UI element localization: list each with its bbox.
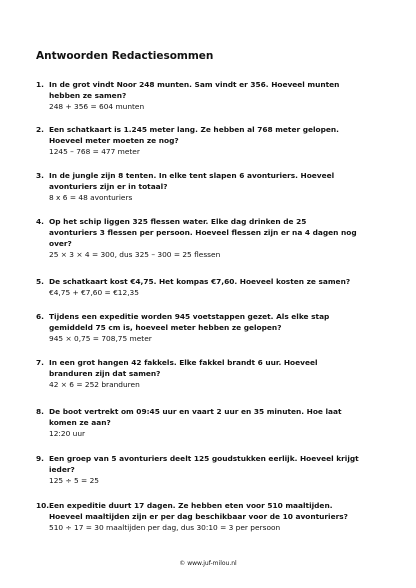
question-number: 6. (36, 312, 44, 321)
question-text: In de grot vindt Noor 248 munten. Sam vindt er 356. Hoeveel munten hebben ze samen? (49, 80, 340, 100)
question-item-6 (36, 311, 376, 344)
question-item-2 (36, 124, 376, 157)
question-number: 3. (36, 171, 44, 180)
question-number: 8. (36, 407, 44, 416)
answer-text: 12:20 uur (49, 429, 86, 438)
question-text: In een grot hangen 42 fakkels. Elke fakkel brandt 6 uur. Hoeveel branduren zijn dat samen? (49, 358, 318, 378)
question-item-5 (36, 276, 376, 298)
question-item-3 (36, 170, 376, 203)
question-number: 10. (36, 501, 50, 510)
question-number: 1. (36, 80, 44, 89)
question-text: De schatkaart kost €4,75. Het kompas €7,60. Hoeveel kosten ze samen? (49, 277, 351, 286)
page-title: Antwoorden Redactiesommen (36, 50, 214, 62)
question-text: Een expeditie duurt 17 dagen. Ze hebben eten voor 510 maaltijden. Hoeveel maaltijden zijn er per dag beschikbaar voor de 10 avonturiers? (49, 501, 348, 521)
answer-text: 1245 – 768 = 477 meter (49, 147, 140, 156)
question-item-8 (36, 406, 376, 439)
question-text: De boot vertrekt om 09:45 uur en vaart 2 uur en 35 minuten. Hoe laat komen ze aan? (49, 407, 342, 427)
question-item-1 (36, 79, 376, 112)
question-number: 2. (36, 125, 44, 134)
answer-text: 25 × 3 × 4 = 300, dus 325 – 300 = 25 flessen (49, 250, 221, 259)
question-number: 9. (36, 454, 44, 463)
question-item-7 (36, 357, 376, 390)
question-text: Een schatkaart is 1.245 meter lang. Ze hebben al 768 meter gelopen. Hoeveel meter moeten ze nog? (49, 125, 339, 145)
answer-text: 945 × 0,75 = 708,75 meter (49, 334, 152, 343)
answer-text: €4,75 + €7,60 = €12,35 (49, 288, 139, 297)
question-number: 4. (36, 217, 44, 226)
question-text: Op het schip liggen 325 flessen water. Elke dag drinken de 25 avonturiers 3 flessen per persoon. Hoeveel flessen zijn er na 4 dagen nog over? (49, 217, 357, 248)
question-item-10 (36, 500, 376, 533)
question-text: Tijdens een expeditie worden 945 voetstappen gezet. Als elke stap gemiddeld 75 cm is, hoeveel meter hebben ze gelopen? (49, 312, 330, 332)
answer-text: 125 ÷ 5 = 25 (49, 476, 99, 485)
question-text: In de jungle zijn 8 tenten. In elke tent slapen 6 avonturiers. Hoeveel avonturiers zijn er in totaal? (49, 171, 335, 191)
question-item-4 (36, 216, 376, 260)
question-number: 5. (36, 277, 44, 286)
answer-text: 42 × 6 = 252 branduren (49, 380, 140, 389)
answer-text: 248 + 356 = 604 munten (49, 102, 145, 111)
question-number: 7. (36, 358, 44, 367)
question-item-9 (36, 453, 376, 486)
answer-text: 510 ÷ 17 = 30 maaltijden per dag, dus 30:10 = 3 per persoon (49, 523, 281, 532)
answer-text: 8 x 6 = 48 avonturiers (49, 193, 133, 202)
question-text: Een groep van 5 avonturiers deelt 125 goudstukken eerlijk. Hoeveel krijgt ieder? (49, 454, 359, 474)
copyright-footer: © www.juf-milou.nl (179, 560, 237, 567)
